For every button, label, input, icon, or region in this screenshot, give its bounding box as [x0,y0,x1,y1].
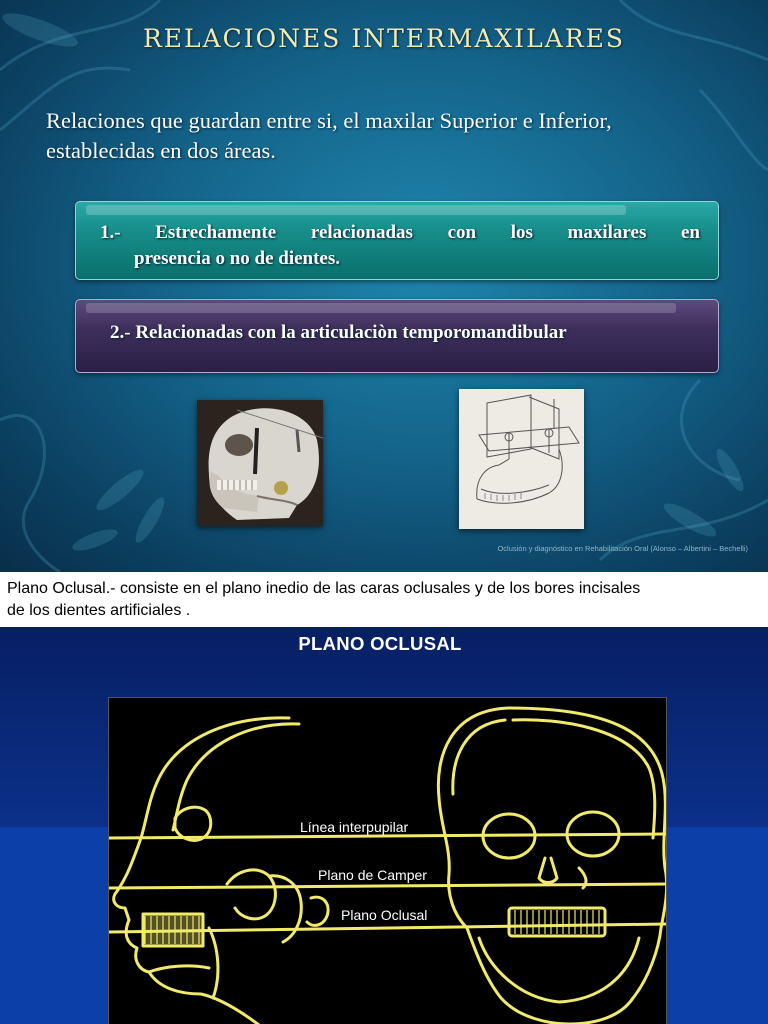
slide-title: RELACIONES INTERMAXILARES [142,24,626,53]
intro-line-1: Relaciones que guardan entre si, el maxilar Superior e Inferior, [46,108,612,133]
relation-box-1 [75,201,719,280]
relation-box-2 [75,299,719,373]
articulator-drawing [459,389,584,529]
citation-text: Oclusión y diagnóstico en Rehabilitación Oral (Alonso – Albertini – Bechelli) [497,544,748,553]
relation-box-1-line-2: presencia o no de dientes. [134,248,341,269]
slide-plano-oclusal [0,627,768,1024]
slide-title: PLANO OCLUSAL [298,633,462,654]
label-plano-oclusal: Plano Oclusal [341,907,428,923]
label-linea-interpupilar: Línea interpupilar [300,819,409,835]
intro-text [46,106,746,166]
skull-photo [197,400,323,526]
plano-oclusal-definition: Plano Oclusal.- consiste en el plano inedio de las caras oclusales y de los bores incisales de los dientes artificiales . [7,580,641,619]
relation-box-2-text: 2.- Relacionadas con la articulaciòn temporomandibular [110,322,567,343]
label-plano-de-camper: Plano de Camper [318,867,427,883]
relation-box-1-line-1: 1.- Estrechamente relacionadas con los maxilares en [100,222,700,243]
occlusal-plane-diagram [108,697,667,1024]
intro-line-2: establecidas en dos áreas. [46,138,276,163]
